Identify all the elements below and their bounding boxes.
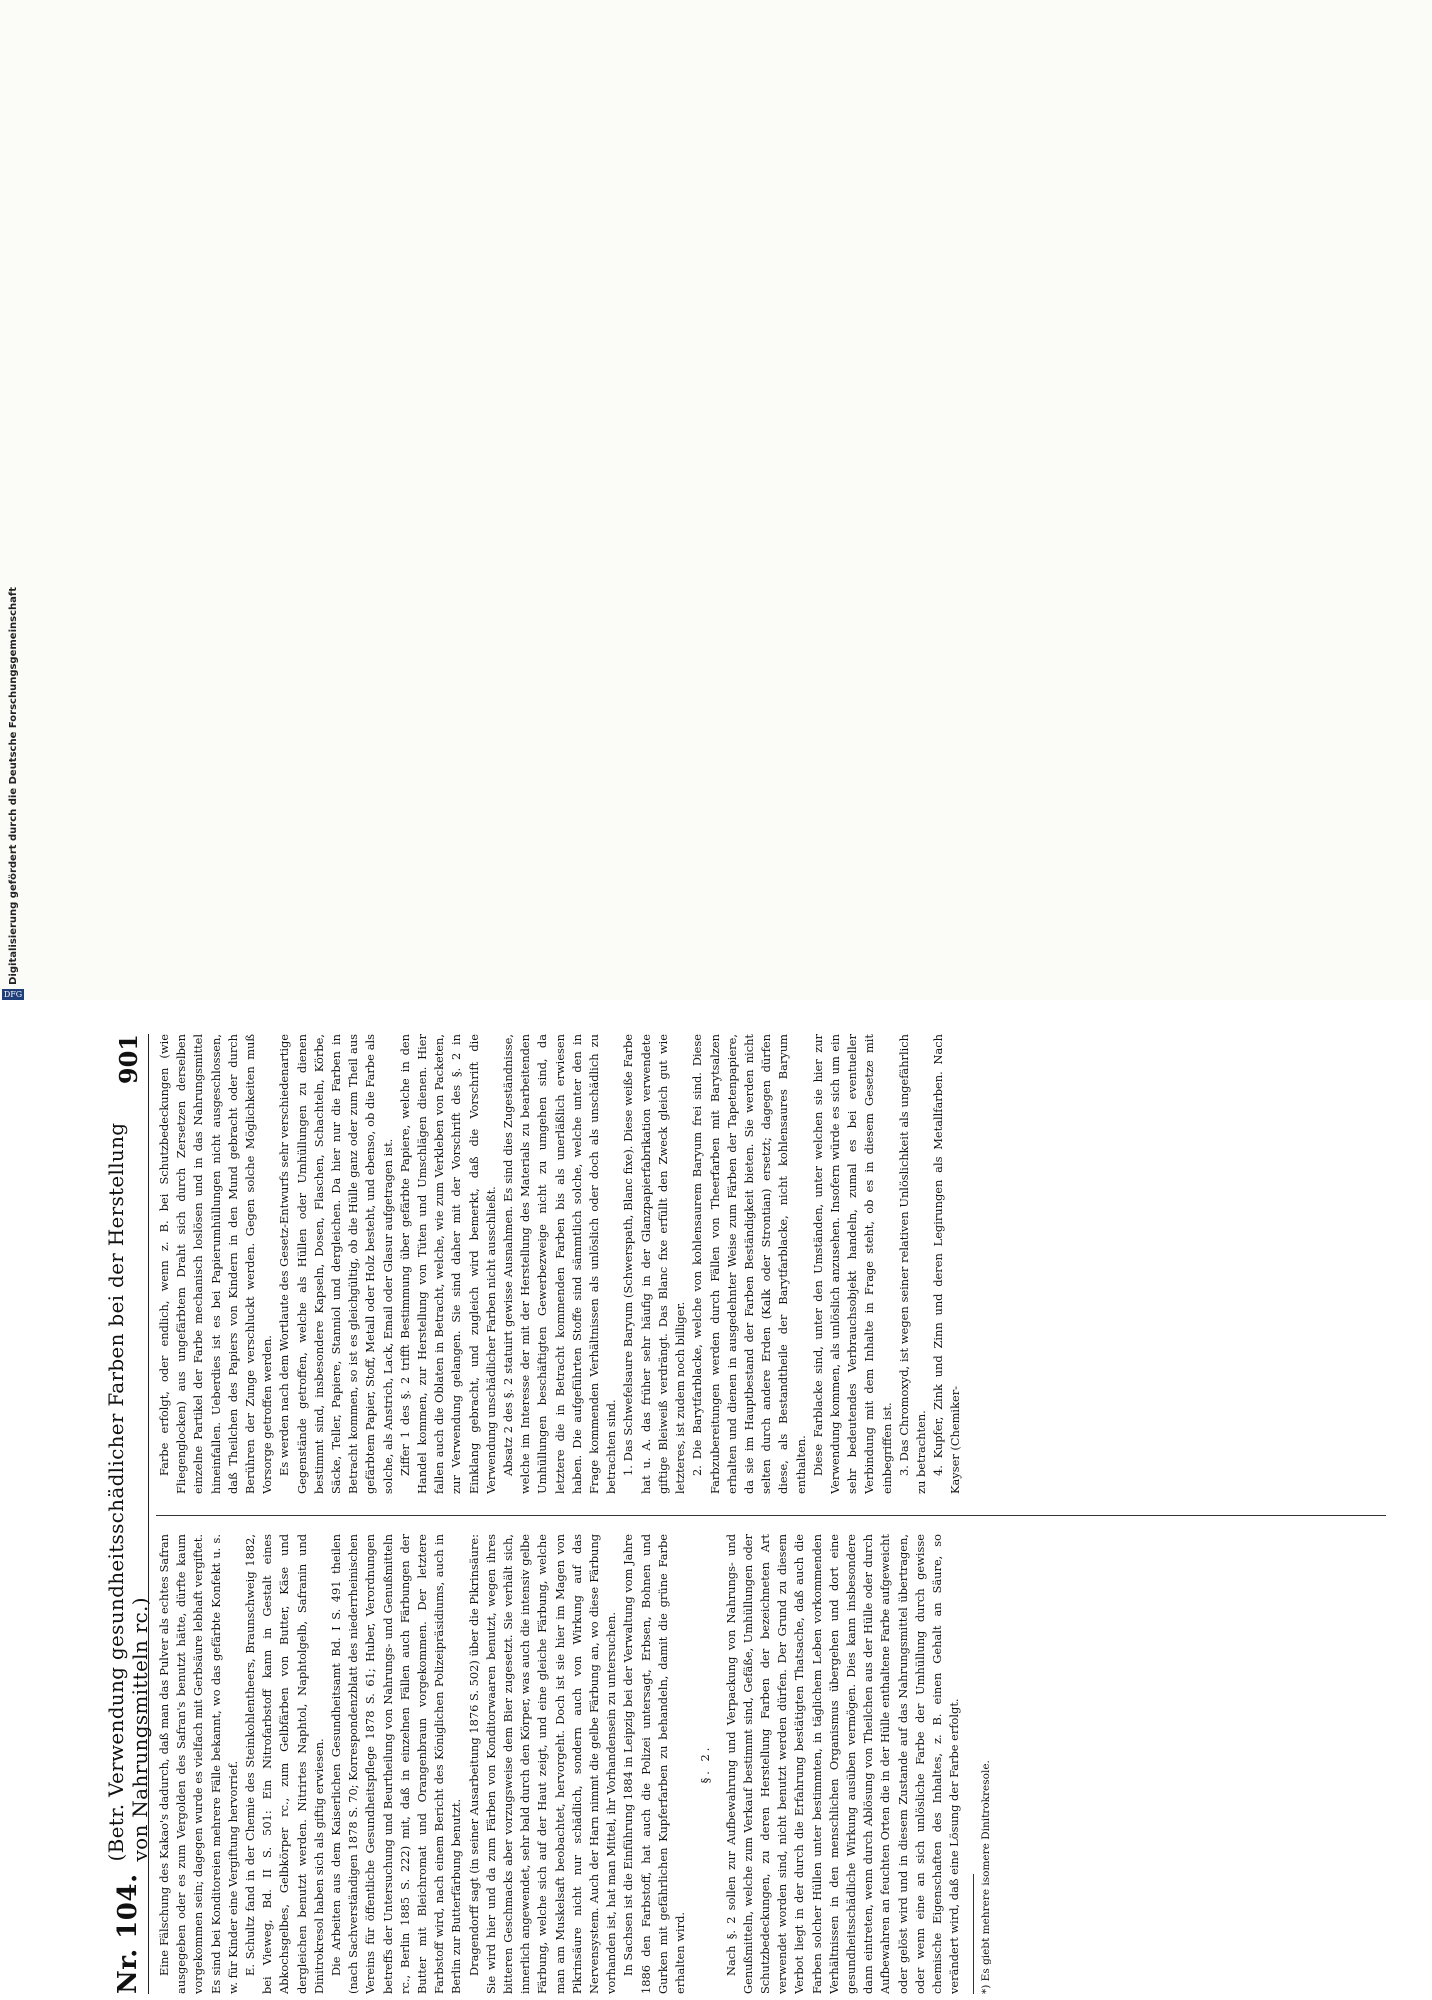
paragraph: Farbe erfolgt, oder endlich, wenn z. B. bei Schutzbedeckungen (wie Fliegenglocken) aus ungefärbtem Draht sich durch Zersetzen derselben einzelne Partikel der Farbe mechanisch loslösen und in das Nahrungsmittel hineinfallen. Ueberdies ist es bei Papierumhüllungen nicht ausgeschlossen, daß Theilchen des Papiers von Kindern in den Mund gebracht oder durch Berühren der Zunge verschluckt werden. Gegen solche Möglichkeiten muß Vorsorge getroffen werden. (157, 1034, 275, 1494)
paragraph: 2. Die Barytfarblacke, welche von kohlensaurem Baryum frei sind. Diese Farbzubereitungen werden durch Fällen von Theerfarben mit Barytsalzen erhalten und dienen in ausgedehnter Weise zum Färben der Tapetenpapiere, da sie im Hauptbestand der Farben Beständigkeit bieten. Sie werden nicht selten durch andere Erden (Kalk oder Strontian) ersetzt; dagegen dürfen diese, als Bestandtheile der Barytfarblacke, nicht kohlensaures Baryum enthalten. (690, 1034, 808, 1494)
digitization-credit-text: Digitalisierung gefördert durch die Deutsche Forschungsgemeinschaft (7, 587, 19, 985)
paragraph: Die Arbeiten aus dem Kaiserlichen Gesundheitsamt Bd. I S. 491 theilen (nach Sachverständigen 1878 S. 70; Korrespondenzblatt des niederrheinischen Vereins für öffentliche Gesundheitspflege 1878 S. 61; Huber, Verordnungen betreffs der Untersuchung und Beurtheilung von Nahrungs- und Genußmitteln rc., Berlin 1885 S. 222) mit, daß in einzelnen Fällen auch Färbungen der Butter mit Bleichromat und Orangenbraun vorgekommen. Der letztere Farbstoff wird, nach einem Bericht des Königlichen Polizeipräsidiums, auch in Berlin zur Butterfärbung benutzt. (329, 1534, 464, 1994)
section-heading: §. 2. (698, 1744, 713, 1784)
paragraph: Eine Fälschung des Kakao's dadurch, daß man das Pulver als echtes Safran ausgegeben oder es zum Vergolden des Safran's benutzt hätte, dürfte kaum vorgekommen sein; dagegen wurde es vielfach mit Gerbsäure lebhaft vergiftet. Es sind bei Konditoreien mehrere Fälle bekannt, wo das gefärbte Konfekt u. s. w. für Kinder eine Vergiftung hervorrief. (157, 1534, 240, 1994)
paragraph: Absatz 2 des §. 2 statuirt gewisse Ausnahmen. Es sind dies Zugeständnisse, welche im Interesse der mit der Herstellung des Materials zu bearbeitenden Umhüllungen beschäftigten Gewerbezweige nicht zu umgehen sind, da letztere die in Betracht kommenden Farben bis als unerläßlich erwiesen haben. Die aufgeführten Stoffe sind sämmtlich solche, welche unter den in Frage kommenden Verhältnissen als unlöslich oder doch als unschädlich zu betrachten sind. (501, 1034, 619, 1494)
footnote-divider (973, 1874, 974, 1994)
paragraph: 3. Das Chromoxyd, ist wegen seiner relativen Unlöslichkeit als ungefährlich zu betrachten. (896, 1034, 928, 1494)
digitization-credit-strip (0, 0, 26, 1000)
paragraph: E. Schultz fand in der Chemie des Steinkohlentheers, Braunschweig 1882, bei Vieweg, Bd. II S. 501: Ein Nitrofarbstoff kann in Gestalt eines Abkochsgelbes, Gelbkörper rc., zum Gelbfärben von Butter, Käse und dergleichen benutzt werden. Nitrirtes Naphtol, Naphtolgelb, Safranin und Dinitrokresol haben sich als giftig erwiesen. (243, 1534, 326, 1994)
paragraph: Dragendorff sagt (in seiner Ausarbeitung 1876 S. 502) über die Pikrinsäure: Sie wird hier und da zum Färben von Konditorwaaren benutzt, wegen ihres bitteren Geschmacks aber vorzugsweise dem Bier zugesetzt. Sie verhält sich, innerlich angewendet, sehr bald durch den Körper, was auch die intensiv gelbe Färbung, welche sich auf der Haut zeigt, und eine gleiche Färbung, welche man am Muskelsaft beobachtet, hervorgeht. Doch ist sie hier im Magen von Pikrinsäure nicht nur schädlich, sondern auch von Wirkung auf das Nervensystem. Auch der Harn nimmt die gelbe Färbung an, wo diese Färbung vorhanden ist, hat man Mittel, ihr Vorhandensein zu untersuchen. (466, 1534, 619, 1994)
left-text-column (156, 1534, 1406, 1994)
rotated-document-page (100, 1014, 1430, 2000)
column-divider (156, 1515, 1386, 1516)
paragraph: Es werden nach dem Wortlaute des Gesetz-Entwurfs sehr verschiedenartige Gegenstände getroffen, welche als Hüllen oder Umhüllungen zu dienen bestimmt sind, insbesondere Kapseln, Dosen, Flaschen, Schachteln, Körbe, Säcke, Teller, Papiere, Stanniol und dergleichen. Da hier nur die Farben in Betracht kommen, so ist es gleichgültig, ob die Hülle ganz oder zum Theil aus gefärbtem Papier, Stoff, Metall oder Holz besteht, und ebenso, ob die Farbe als solche, als Anstrich, Lack, Email oder Glasur aufgetragen ist. (277, 1034, 395, 1494)
paragraph: Nach §. 2 sollen zur Aufbewahrung und Verpackung von Nahrungs- und Genußmitteln, welche zum Verkauf bestimmt sind, Gefäße, Umhüllungen oder Schutzbedeckungen, zu deren Herstellung Farben der bezeichneten Art verwendet worden sind, nicht benutzt werden dürfen. Der Grund zu diesem Verbot liegt in der durch die Erfahrung bestätigten Thatsache, daß auch die Farben solcher Hüllen unter bestimmten, in täglichem Leben vorkommenden Verhältnissen in den menschlichen Organismus übergehen und dort eine gesundheitsschädliche Wirkung ausüben vermögen. Dies kann insbesondere dann eintreten, wenn durch Ablösung von Theilchen aus der Hülle oder durch Aufbewahren an feuchten Orten die in der Hülle enthaltene Farbe aufgeweicht oder gelöst wird und in diesem Zustande auf das Nahrungsmittel übertragen, oder wenn eine an sich unlösliche Farbe der Umhüllung durch gewisse chemische Eigenschaften des Inhaltes, z. B. einen Gehalt an Säure, so verändert wird, daß eine Lösung der Farbe erfolgt. (723, 1534, 962, 1994)
paragraph: Diese Farblacke sind, unter den Umständen, unter welchen sie hier zur Verwendung kommen, als unlöslich anzusehen. Insofern würde es sich um ein sehr bedeutendes Verbrauchsobjekt handeln, zumal es bei eventueller Verbindung mit dem Inhalte in Frage steht, ob es in diesem Gesetze mit einbegriffen ist. (810, 1034, 894, 1494)
page-number: 901 (113, 1034, 143, 1085)
document-number: Nr. 104. (113, 1873, 143, 1994)
footnote: *) Es giebt mehrere isomere Dinitrokresole. (980, 1760, 993, 1994)
paragraph: 1. Das Schwefelsaure Baryum (Schwerspath, Blanc fixe). Diese weiße Farbe hat u. A. das früher sehr häufig in der Glanzpapierfabrikation verwendete giftige Bleiweiß verdrängt. Das Blanc fixe erfüllt den Zweck gleich gut wie letzteres, ist zudem noch billiger. (621, 1034, 688, 1494)
page-header (104, 1034, 152, 1994)
right-text-column (156, 1034, 1406, 1494)
paragraph: In Sachsen ist die Einführung 1884 in Leipzig bei der Verwaltung vom Jahre 1886 den Farbstoff, hat auch die Polizei untersagt, Erbsen, Bohnen und Gurken mit gefährlichen Kupferfarben zu behandeln, damit die grüne Farbe erhalten wird. (621, 1534, 688, 1994)
paragraph: Ziffer 1 des §. 2 trifft Bestimmung über gefärbte Papiere, welche in den Handel kommen, zur Herstellung von Tüten und Umschlägen dienen. Hier fallen auch die Oblaten in Betracht, welche, wie zum Verkleben von Packeten, zur Verwendung gelangen. Sie sind daher mit der Vorschrift des §. 2 in Einklang gebracht, und zugleich wird bemerkt, daß die Vorschrift die Verwendung unschädlicher Farben nicht ausschließt. (397, 1034, 498, 1494)
dfg-logo: DFG (3, 990, 23, 999)
document-title: (Betr. Verwendung gesundheitsschädlicher Farben bei der Herstellung von Nahrungsmitteln rc.) (104, 1122, 152, 1862)
paragraph: 4. Kupfer, Zink und Zinn und deren Legirungen als Metallfarben. Nach Kayser (Chemiker- (931, 1034, 963, 1494)
